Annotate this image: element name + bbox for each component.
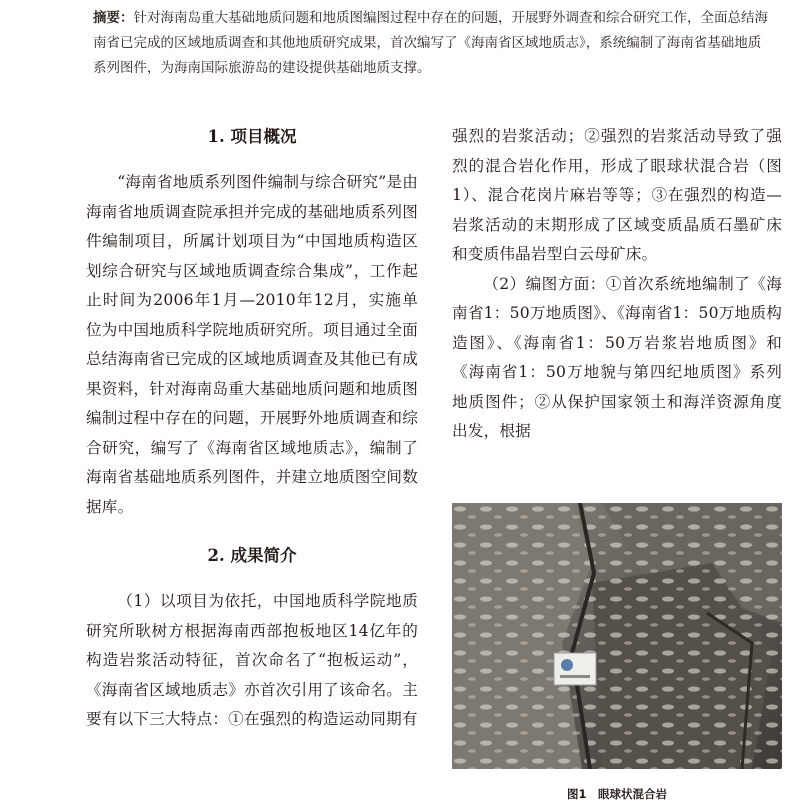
left-column [86,122,418,735]
right-column [452,122,782,447]
abstract-text: 针对海南岛重大基础地质问题和地质图编图过程中存在的问题，开展野外调查和综合研究工作，全面总结海南省已完成的区域地质调查和其他地质研究成果，首次编写了《海南省区域地质志》，系统编制了海南省基础地质系列图件，为海南国际旅游岛的建设提供基础地质支撑。 [93,10,768,76]
figure-1-caption: 图1 眼球状混合岩 [566,787,667,801]
abstract [93,6,769,81]
section-2-paragraph-1-end: 强烈的岩浆活动；②强烈的岩浆活动导致了强烈的混合岩化作用，形成了眼球状混合岩（图1）、混合花岗片麻岩等等；③在强烈的构造—岩浆活动的末期形成了区域变质晶质石墨矿床和变质伟晶岩型白云母矿床。 [452,127,782,263]
section-2-heading: 2. 成果简介 [207,546,297,565]
section-2-paragraph-2: （2）编图方面：①首次系统地编制了《海南省1：50万地质图》、《海南省1：50万地质构造图》、《海南省1：50万岩浆岩地质图》和《海南省1：50万地貌与第四纪地质图》系列地质图件；②从保护国家领土和海洋资源角度出发，根据 [452,274,782,440]
section-1-heading: 1. 项目概况 [207,127,297,146]
rock-photo-illustration [452,503,782,769]
abstract-label: 摘要： [93,10,134,26]
section-2-paragraph-1-start: （1）以项目为依托，中国地质科学院地质研究所耿树方根据海南西部抱板地区14亿年的构造岩浆活动特征，首次命名了“抱板运动”，《海南省区域地质志》亦首次引用了该命名。主要有以下三大特点：①在强烈的构造运动同期有 [86,592,418,728]
figure-1-photo [452,503,782,769]
section-1-paragraph: “海南省地质系列图件编制与综合研究”是由海南省地质调查院承担并完成的基础地质系列图件编制项目，所属计划项目为“中国地质构造区划综合研究与区域地质调查综合集成”，工作起止时间为2006年1月—2010年12月，实施单位为中国地质科学院地质研究所。项目通过全面总结海南省已完成的区域地质调查及其他已有成果资料，针对海南岛重大基础地质问题和地质图编制过程中存在的问题，开展野外地质调查和综合研究，编写了《海南省区域地质志》，编制了海南省基础地质系列图件，并建立地质图空间数据库。 [86,173,418,516]
